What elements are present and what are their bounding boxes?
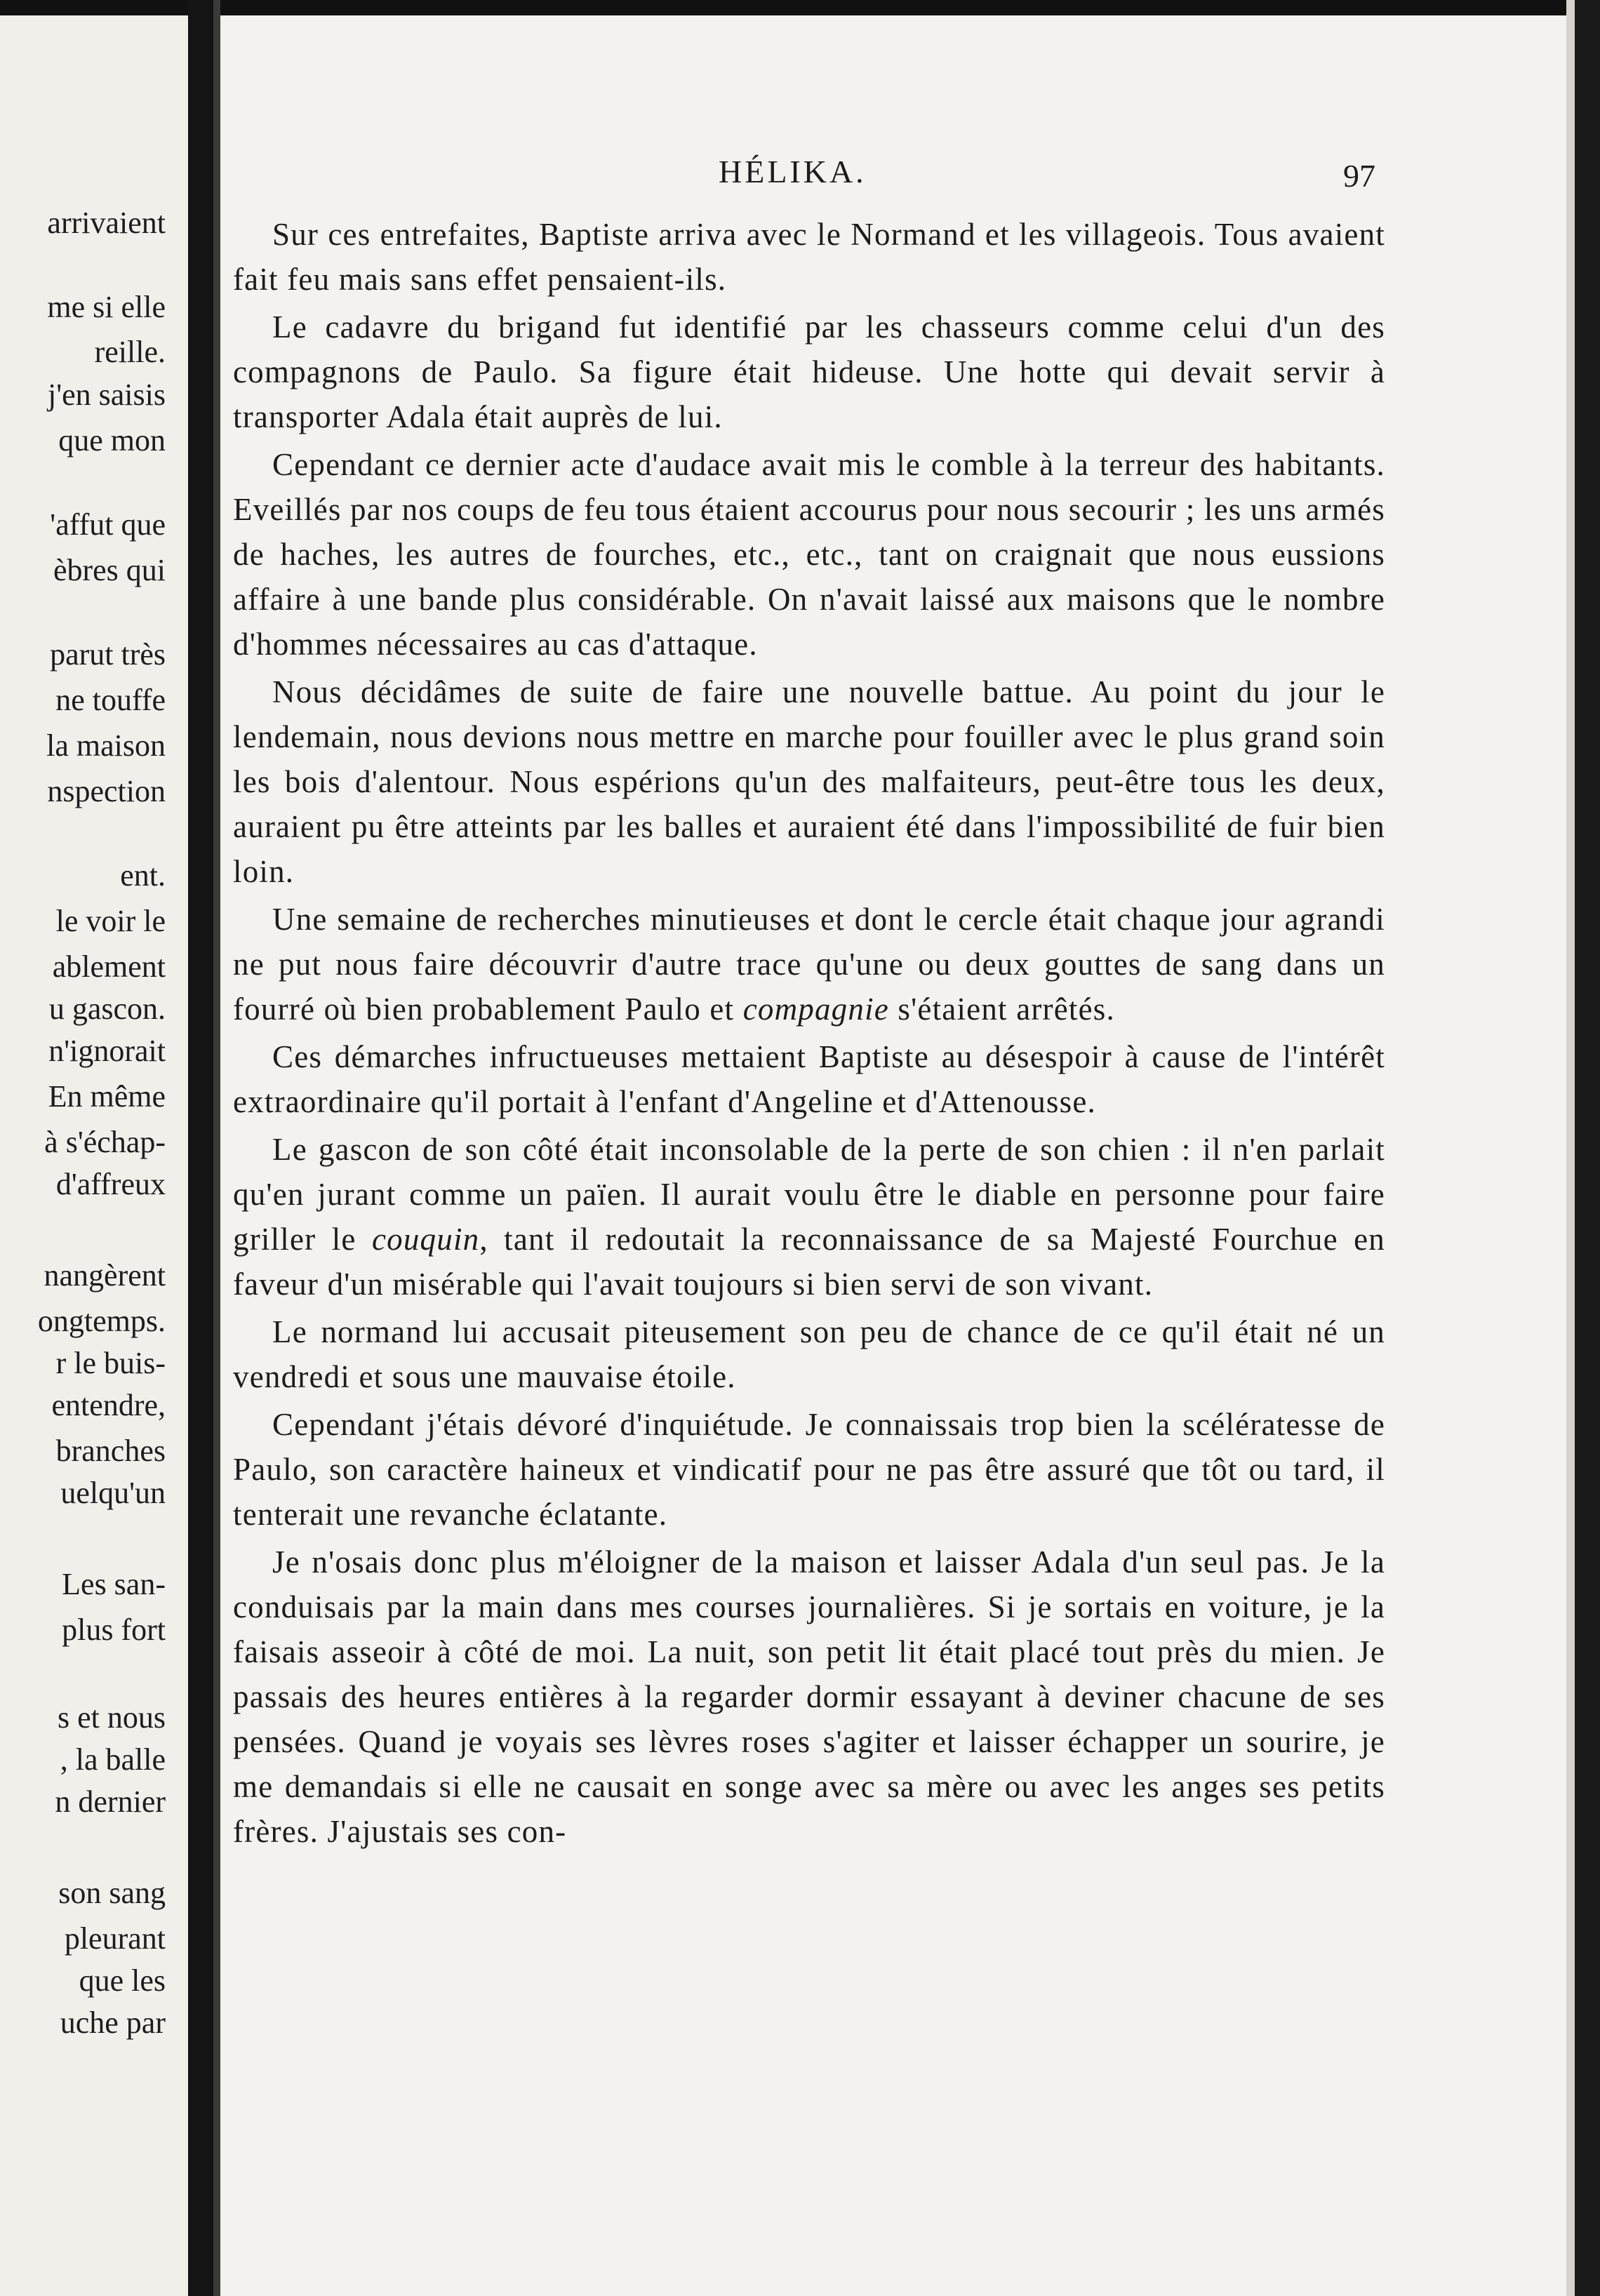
paragraph-text: Sur ces entrefaites, Baptiste arriva avec le Normand et les villageois. Tous avaient fait feu mais sans effet pensaient-ils. <box>233 217 1385 297</box>
previous-page-line: arrivaient <box>47 206 166 240</box>
previous-page-line: nspection <box>47 774 166 808</box>
paragraph <box>233 1540 1385 1854</box>
paragraph <box>233 442 1385 667</box>
previous-page-line: la maison <box>46 728 166 763</box>
running-head <box>220 153 1541 202</box>
previous-page-line: plus fort <box>62 1613 166 1647</box>
previous-page-line: pleurant <box>64 1921 166 1956</box>
previous-page-line: me si elle <box>47 290 166 324</box>
previous-page-line: nangèrent <box>44 1258 166 1293</box>
previous-page-line: , la balle <box>60 1742 166 1777</box>
body-text <box>233 212 1385 1857</box>
paragraph <box>233 897 1385 1032</box>
paragraph-text: Le cadavre du brigand fut identifié par les chasseurs comme celui d'un des compagnons de Paulo. Sa figure était hideuse. Une hotte qui devait servir à transporter Adala était auprès de lui. <box>233 309 1385 434</box>
previous-page-line: n dernier <box>55 1784 166 1819</box>
paragraph <box>233 305 1385 439</box>
previous-page-line: uche par <box>60 2005 166 2040</box>
book-gutter <box>188 0 213 2296</box>
paragraph <box>233 1402 1385 1537</box>
paragraph <box>233 1309 1385 1399</box>
previous-page-line: uelqu'un <box>60 1476 166 1510</box>
previous-page-line: ne touffe <box>55 683 166 717</box>
paragraph <box>233 1034 1385 1124</box>
page-number: 97 <box>1343 158 1375 194</box>
previous-page-line: entendre, <box>51 1388 166 1422</box>
previous-page-line: branches <box>55 1434 166 1468</box>
paragraph-text: Je n'osais donc plus m'éloigner de la maison et laisser Adala d'un seul pas. Je la conduisais par la main dans mes courses journalières. Si je sortais en voiture, je la faisais asseoir à côté de moi. La nuit, son petit lit était placé tout près du mien. Je passais des heures entières à la regarder dormir essayant à deviner chacune de ses pensées. Quand je voyais ses lèvres roses s'agiter et laisser échapper un sourire, je me demandais si elle ne causait en songe avec sa mère ou avec les anges ses petits frères. J'ajustais ses con- <box>233 1544 1385 1849</box>
previous-page-line: ent. <box>120 858 166 893</box>
previous-page-line: que les <box>79 1963 166 1998</box>
previous-page-line: à s'échap- <box>44 1125 166 1159</box>
italic-text: compagnie <box>742 992 889 1027</box>
paragraph-text: , tant il redoutait la reconnaissance de sa Majesté Fourchue en faveur d'un misérable qui l'avait toujours si bien servi de son vivant. <box>233 1222 1385 1302</box>
previous-page-line: ablement <box>52 949 166 984</box>
paragraph-text: Le gascon de son côté était inconsolable de la perte de son chien : il n'en parlait qu'en jurant comme un païen. Il aurait voulu être le diable en personne pour faire griller le <box>233 1132 1385 1257</box>
previous-page-line: le voir le <box>55 904 166 938</box>
paragraph-text: Nous décidâmes de suite de faire une nouvelle battue. Au point du jour le lendemain, nous devions nous mettre en marche pour fouiller avec le plus grand soin les bois d'alentour. Nous espérions qu'un des malfaiteurs, peut-être tous les deux, auraient pu être atteints par les balles et auraient été dans l'impossibilité de fuir bien loin. <box>233 674 1385 889</box>
previous-page-line: èbres qui <box>53 553 166 587</box>
italic-text: couquin <box>371 1222 480 1257</box>
paragraph <box>233 669 1385 894</box>
previous-page-line: j'en saisis <box>47 378 166 412</box>
page-right-edge <box>1566 0 1575 2296</box>
previous-page-line: 'affut que <box>50 507 166 542</box>
previous-page-line: parut très <box>50 637 166 672</box>
paragraph <box>233 1127 1385 1307</box>
previous-page-line: d'affreux <box>55 1167 166 1201</box>
paragraph-text: Le normand lui accusait piteusement son peu de chance de ce qu'il était né un vendredi et sous une mauvaise étoile. <box>233 1314 1385 1394</box>
previous-page-fragment <box>0 15 188 2296</box>
scan-top-border <box>0 0 1600 15</box>
paragraph-text: Une semaine de recherches minutieuses et dont le cercle était chaque jour agrandi ne put nous faire découvrir d'autre trace qu'une ou deux gouttes de sang dans un fourré où bien probablement Paulo et <box>233 902 1385 1027</box>
gutter-edge <box>213 0 220 2296</box>
previous-page-line: son sang <box>58 1876 166 1910</box>
previous-page-line: r le buis- <box>55 1346 166 1380</box>
previous-page-line: u gascon. <box>48 992 166 1026</box>
paragraph-text: Cependant j'étais dévoré d'inquiétude. Je connaissais trop bien la scélératesse de Paulo, son caractère haineux et vindicatif pour ne pas être assuré que tôt ou tard, il tenterait une revanche éclatante. <box>233 1407 1385 1532</box>
previous-page-line: ongtemps. <box>37 1304 166 1338</box>
page-97 <box>220 15 1541 2296</box>
previous-page-line: que mon <box>58 423 166 458</box>
paragraph-text: Ces démarches infructueuses mettaient Baptiste au désespoir à cause de l'intérêt extraordinaire qu'il portait à l'enfant d'Angeline et d'Attenousse. <box>233 1039 1385 1119</box>
previous-page-line: En même <box>48 1079 166 1114</box>
previous-page-line: n'ignorait <box>48 1034 166 1068</box>
paragraph-text: s'étaient arrêtés. <box>888 992 1115 1027</box>
paragraph-text: Cependant ce dernier acte d'audace avait mis le comble à la terreur des habitants. Eveillés par nos coups de feu tous étaient accourus pour nous secourir ; les uns armés de haches, les autres de fourches, etc., etc., tant on craignait que nous eussions affaire à une bande plus considérable. On n'avait laissé aux maisons que le nombre d'hommes nécessaires au cas d'attaque. <box>233 447 1385 662</box>
previous-page-line: reille. <box>94 335 166 369</box>
paragraph <box>233 212 1385 302</box>
scan-right-border <box>1575 0 1600 2296</box>
running-head-title: HÉLIKA. <box>719 154 867 189</box>
previous-page-line: s et nous <box>58 1700 166 1735</box>
previous-page-line: Les san- <box>62 1567 166 1601</box>
